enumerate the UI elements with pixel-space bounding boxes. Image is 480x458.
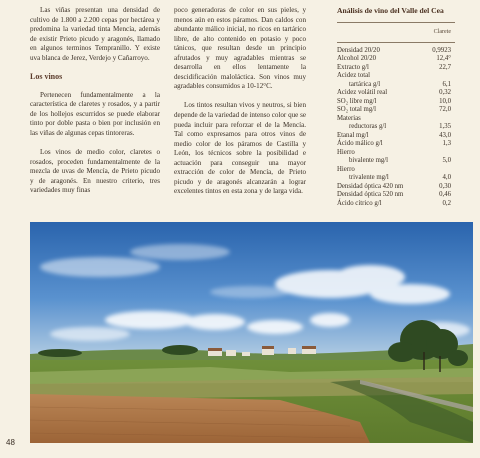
row-value: 6,1 bbox=[442, 80, 451, 88]
paragraph-medio-color: Los vinos de medio color, claretes o rosados, proceden fundamentalmente de la mezcla de uvas de Mencía, de Prieto picudo y de aragonés. En nuestro criterio, tres variedades muy finas bbox=[30, 148, 160, 195]
wine-analysis-table bbox=[337, 6, 455, 208]
table-row bbox=[337, 115, 455, 124]
row-value: 0,32 bbox=[439, 89, 451, 96]
row-label: reductoras g/l bbox=[349, 123, 387, 130]
paragraph-tintos: Los tintos resultan vivos y neutros, si bien depende de la variedad de intenso color que se pueda incluir para reforzar el de la Mencía. Tal como expresamos para otros vinos de medio color de los páramos de Castilla y León, los técnicos sobre la posibilidad e actuación para conseguir una mayor extracción de color de Mencía, de Prieto picudo y de aragonés alcanzarán a lograr excelentes tintos en esta zona y de larga vida. bbox=[174, 101, 306, 196]
table-body bbox=[337, 47, 455, 209]
row-label: trivalente mg/l bbox=[349, 174, 389, 181]
landscape-photo bbox=[30, 222, 473, 443]
table-row bbox=[337, 200, 455, 209]
row-label: SO₂ libre mg/l bbox=[337, 97, 377, 105]
row-value: 12,4° bbox=[436, 55, 451, 62]
row-value: 43,0 bbox=[439, 131, 451, 139]
row-value: 1,3 bbox=[442, 140, 451, 147]
table-row bbox=[337, 174, 455, 183]
table-row bbox=[337, 140, 455, 149]
row-value: 22,7 bbox=[439, 63, 451, 71]
row-label: Ácido málico g/l bbox=[337, 140, 383, 147]
table-row bbox=[337, 89, 455, 98]
table-row bbox=[337, 98, 455, 107]
table-row bbox=[337, 72, 455, 81]
row-value: 0,2 bbox=[442, 199, 451, 207]
table-column-header: Clarete bbox=[337, 22, 455, 43]
paragraph-continuation: poco generadoras de color en sus pieles, y menos aún en estos páramos. Dan caldos con abundante málico inicial, no ricos en tartárico libre, de alto contenido en potasio y poco tánicos, que resultan desde un principio afrutados y muy agradables mientras se desarrolla en ellos lentamente la descidificación maloláctica. Son vinos muy agradables consumidos a 10-12°C. bbox=[174, 6, 306, 91]
row-label: Densidad óptica 520 nm bbox=[337, 191, 404, 198]
row-label: Acidez volátil real bbox=[337, 89, 388, 96]
table-title: Análisis de vino del Valle del Cea bbox=[337, 6, 444, 15]
row-value: 1,35 bbox=[439, 123, 451, 130]
row-label: Acidez total bbox=[337, 72, 371, 79]
row-value: 10,0 bbox=[439, 97, 451, 105]
row-label: Etanal mg/l bbox=[337, 131, 369, 139]
row-label: Materias bbox=[337, 114, 361, 122]
paragraph-claretes: Pertenecen fundamentalmente a la característica de claretes y rosados, y a partir de los hollejos escurridos se puede elaborar tinto por doble pasta o bien por inclusión en las viñas de algunas cepas tintoreras. bbox=[30, 90, 160, 138]
table-row bbox=[337, 132, 455, 141]
row-value: 0,46 bbox=[439, 191, 451, 198]
page-number: 48 bbox=[6, 438, 15, 447]
row-label: tartárica g/l bbox=[349, 80, 381, 88]
table-row bbox=[337, 123, 455, 132]
table-row bbox=[337, 81, 455, 90]
row-value bbox=[451, 149, 455, 158]
row-value: 0,9923 bbox=[432, 46, 451, 54]
paragraph-vineyards: Las viñas presentan una densidad de cultivo de 1.800 a 2.200 cepas por hectárea y predomina la variedad tinta Mencía, además de existir Prieto picudo y aragonés, llamado en algunos terminos Tempranillo. Y existe uva blanca de Jerez, Verdejo y Cañarroyo. bbox=[30, 6, 160, 62]
table-row bbox=[337, 157, 455, 166]
row-value bbox=[451, 72, 455, 81]
row-value: 0,30 bbox=[439, 182, 451, 190]
table-row bbox=[337, 149, 455, 158]
section-heading-vinos: Los vinos bbox=[30, 72, 63, 82]
row-label: Hierro bbox=[337, 148, 355, 156]
row-label: Hierro bbox=[337, 165, 355, 173]
table-row bbox=[337, 166, 455, 175]
row-value: 72,0 bbox=[439, 106, 451, 113]
text-column-left bbox=[30, 6, 160, 196]
row-label: Densidad 20/20 bbox=[337, 46, 380, 54]
table-row bbox=[337, 55, 455, 64]
table-row bbox=[337, 47, 455, 56]
table-row bbox=[337, 64, 455, 73]
table-row bbox=[337, 183, 455, 192]
table-row bbox=[337, 191, 455, 200]
row-label: Alcohol 20/20 bbox=[337, 55, 377, 62]
row-value: 5,0 bbox=[442, 157, 451, 164]
row-value bbox=[451, 115, 455, 124]
row-label: SO₂ total mg/l bbox=[337, 106, 376, 113]
table-row bbox=[337, 106, 455, 115]
row-label: bivalente mg/l bbox=[349, 157, 389, 164]
row-value: 4,0 bbox=[442, 174, 451, 181]
row-value bbox=[451, 166, 455, 175]
text-column-middle bbox=[174, 6, 306, 197]
row-label: Extracto g/l bbox=[337, 63, 369, 71]
row-label: Ácido cítrico g/l bbox=[337, 199, 382, 207]
landscape-illustration bbox=[30, 222, 473, 443]
row-label: Densidad óptica 420 nm bbox=[337, 182, 404, 190]
